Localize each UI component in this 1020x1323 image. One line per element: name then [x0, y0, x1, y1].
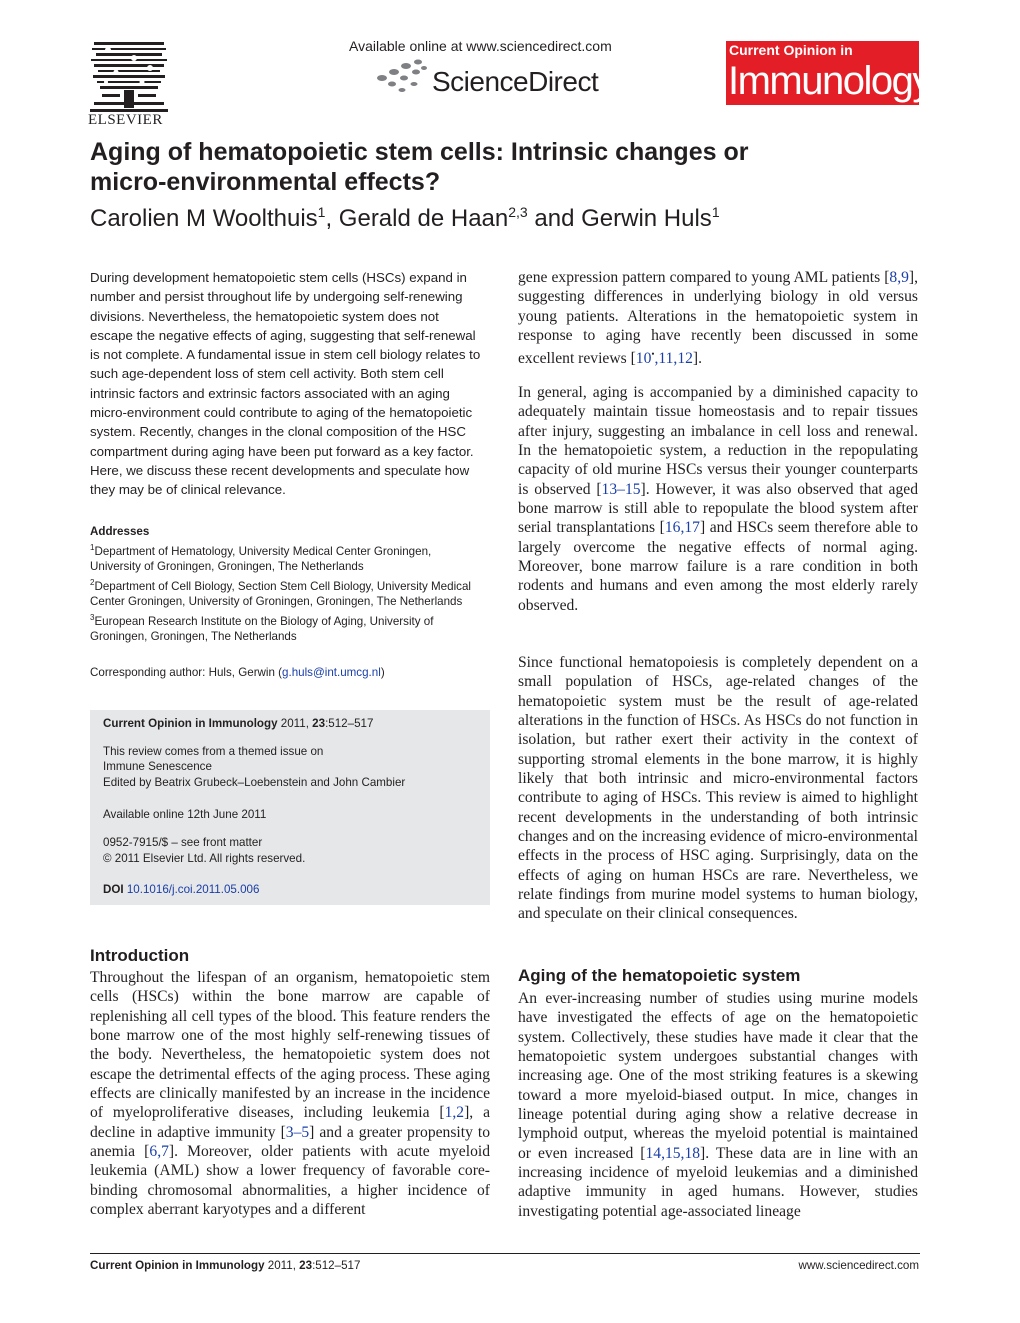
author-separator: , — [325, 205, 339, 232]
citation-link[interactable]: 10 — [635, 350, 652, 368]
body-paragraph — [518, 383, 918, 615]
journal-logo-line2: Immunology — [728, 59, 931, 103]
body-paragraph — [518, 268, 918, 369]
article-title — [90, 137, 920, 197]
title-line-1: Aging of hematopoietic stem cells: Intrinsic changes or — [90, 138, 749, 166]
author-name: Carolien M Woolthuis — [90, 205, 318, 232]
text-run: An ever-increasing number of studies using murine models have investigated the effects of age on the hematopoietic system. Collectively, these studies have made it clear that the hematopoietic system undergoes substantial changes with increasing age. One of the most striking features is a skewing toward a more myeloid-biased output. In mice, changes in lineage potential during aging show a relative decrease in lymphoid output, whereas the myeloid potential is maintained or even increased [ — [518, 990, 918, 1162]
author-list — [90, 196, 720, 235]
journal-logo-box — [726, 41, 931, 105]
body-paragraph: Since functional hematopoiesis is completely dependent on a small population of HSCs, age-related changes of the hematopoietic system must be the result of age-related alterations in the function of HSCs. As HSCs do not function in isolation, but rather exert their activity in the context of supporting stromal elements in the bone marrow, it is highly likely that both intrinsic and micro-environmental factors contribute to aging of HSCs. This review is aimed to highlight recent developments in the understanding of both intrinsic changes and on the increasing evidence of micro-environmental effects in the process of HSC aging. Surprisingly, data on the effects of aging on human HSCs are rare. Nevertheless, we relate findings from murine model systems to human biology, and speculate on their clinical consequences. — [518, 654, 918, 923]
copyright-line: © 2011 Elsevier Ltd. All rights reserved. — [103, 852, 306, 865]
author-separator: and — [527, 205, 582, 232]
footer-citation — [90, 1259, 360, 1272]
affiliation-number: 2 — [90, 577, 95, 587]
citation-link[interactable]: 3–5 — [285, 1123, 310, 1141]
available-date: Available online 12th June 2011 — [103, 808, 267, 821]
addresses-heading: Addresses — [90, 525, 150, 538]
citation-link[interactable]: 1,2 — [444, 1104, 465, 1122]
themed-line-2: Immune Senescence — [103, 760, 212, 773]
text-run: ] and HSCs seem therefore able to largely overcome the negative effects of normal aging. Moreover, bone marrow failure is a rare condition in both rodents and humans and even among the most elderly rarely observed. — [518, 519, 918, 614]
info-pages: :512–517 — [325, 717, 374, 730]
text-run: ] and a greater propensity to anemia [ — [90, 1123, 490, 1161]
info-journal: Current Opinion in Immunology — [103, 717, 278, 730]
doi-link[interactable]: 10.1016/j.coi.2011.05.006 — [126, 883, 260, 896]
text-run: In general, aging is accompanied by a diminished capacity to adequately maintain tissue homeostasis and to repair tissues after injury, suggesting an imbalance in cell loss and renewal. In the hematopoietic system, a reduction in the repopulating capacity of old murine HSCs versus their younger counterparts is observed [ — [518, 384, 918, 498]
addresses — [90, 524, 482, 645]
text-run: ]. — [692, 350, 703, 368]
journal-logo-line1: Current Opinion in — [729, 42, 853, 58]
text-run: ]. Moreover, older patients with acute myeloid leukemia (AML) show a lower frequency of favorable core-binding chromosomal abnormalities, a higher incidence of complex aberrant karyotypes and a different — [90, 1143, 490, 1219]
info-volume: 23 — [312, 717, 326, 730]
footer-volume: 23 — [299, 1259, 313, 1272]
sciencedirect-dots-icon — [372, 58, 428, 98]
doi-label: DOI — [103, 883, 124, 896]
author-affiliation-sup: 1 — [711, 204, 720, 220]
elsevier-tree-icon — [88, 38, 170, 114]
footer-pages: :512–517 — [312, 1259, 361, 1272]
citation-link[interactable]: 8,9 — [889, 269, 909, 286]
footer-year: 2011, — [264, 1259, 300, 1272]
citation-link[interactable]: 13–15 — [601, 480, 641, 498]
text-run: ]. However, it was also observed that aged bone marrow is still able to repopulate the blood system after serial transplantations [ — [518, 480, 918, 537]
affiliation-text: Department of Cell Biology, Section Stem Cell Biology, University Medical Center Groningen, University of Groningen, Groningen, The Netherlands — [90, 579, 471, 609]
author-name: Gerald de Haan — [338, 205, 509, 232]
body-paragraph — [518, 989, 918, 1221]
affiliation-text: Department of Hematology, University Medical Center Groningen, University of Groningen, Groningen, The Netherlands — [90, 544, 432, 574]
issn-line: 0952-7915/$ – see front matter — [103, 836, 263, 849]
themed-line-3: Edited by Beatrix Grubeck–Loebenstein and John Cambier — [103, 776, 406, 789]
affiliation — [90, 540, 482, 575]
text-run: ]. These data are in line with an increasing incidence of myeloid leukemias and a diminished adaptive immunity in aged humans. However, studies investigating potential age-associated lineage — [518, 1144, 918, 1220]
citation-bullet: • — [651, 349, 655, 360]
introduction-paragraph — [90, 968, 490, 1219]
sciencedirect-wordmark: ScienceDirect — [432, 66, 599, 97]
aging-section-heading: Aging of the hematopoietic system — [518, 966, 801, 985]
affiliation — [90, 610, 482, 645]
footer-journal: Current Opinion in Immunology — [90, 1259, 265, 1272]
text-run: ], suggesting differences in underlying biology in old versus young patients. Alterations in the hematopoietic system in response to aging have recently been discussed in some excellent reviews [ — [518, 269, 918, 368]
citation-link[interactable]: 14,15,18 — [645, 1144, 701, 1162]
introduction-heading: Introduction — [90, 946, 190, 965]
author-affiliation-sup: 1 — [317, 204, 326, 220]
info-year: 2011, — [277, 717, 313, 730]
corresponding-author — [90, 666, 482, 679]
citation-link[interactable]: 16,17 — [664, 519, 700, 537]
text-run: ], a decline in adaptive immunity [ — [90, 1104, 490, 1141]
elsevier-wordmark: ELSEVIER — [88, 112, 163, 128]
affiliation-number: 3 — [90, 612, 95, 622]
doi-line — [103, 882, 483, 898]
affiliation-text: European Research Institute on the Biology of Aging, University of Groningen, Groningen, The Netherlands — [90, 614, 434, 644]
author-affiliation-sup: 2,3 — [508, 204, 528, 220]
text-run: gene expression pattern compared to young AML patients [ — [518, 269, 890, 286]
available-online-text: Available online at www.sciencedirect.com — [349, 38, 612, 54]
info-citation — [103, 716, 483, 732]
themed-line-1: This review comes from a themed issue on — [103, 745, 324, 758]
affiliation — [90, 575, 482, 610]
citation-link[interactable]: 6,7 — [149, 1143, 169, 1161]
abstract: During development hematopoietic stem cells (HSCs) expand in number and persist throughout life by undergoing self-renewing divisions. Nevertheless, the hematopoietic system does not escape the negative effects of aging, suggesting that self-renewal is not complete. A fundamental issue in stem cell biology relates to such age-dependent loss of stem cell activity. Both stem cell intrinsic factors and extrinsic factors associated with an aging micro-environment could contribute to aging of the hematopoietic system. Recently, changes in the clonal composition of the HSC compartment during aging have been put forward as a key factor. Here, we discuss these recent developments and speculate how they may be of clinical relevance. — [90, 270, 481, 498]
email-link[interactable]: g.huls@int.umcg.nl — [282, 666, 381, 679]
footer-divider — [90, 1253, 920, 1254]
article-info-box — [90, 710, 490, 905]
citation-link[interactable]: ,11,12 — [654, 350, 693, 368]
footer-url[interactable]: www.sciencedirect.com — [798, 1259, 919, 1272]
affiliation-number: 1 — [90, 542, 95, 552]
corresponding-close: ) — [380, 666, 385, 679]
corresponding-label: Corresponding author: Huls, Gerwin ( — [90, 666, 283, 679]
text-run: Throughout the lifespan of an organism, hematopoietic stem cells (HSCs) within the bone marrow are capable of replenishing all cell types of the blood. This feature renders the bone marrow one of the most highly self-renewing tissues of the body. Nevertheless, the hematopoietic system does not escape the detrimental effects of the aging process. These aging effects are clinically manifested by an increase in the incidence of myeloproliferative diseases, including leukemia [ — [90, 969, 490, 1122]
author-name: Gerwin Huls — [581, 205, 712, 232]
title-line-2: micro-environmental effects? — [90, 168, 441, 196]
